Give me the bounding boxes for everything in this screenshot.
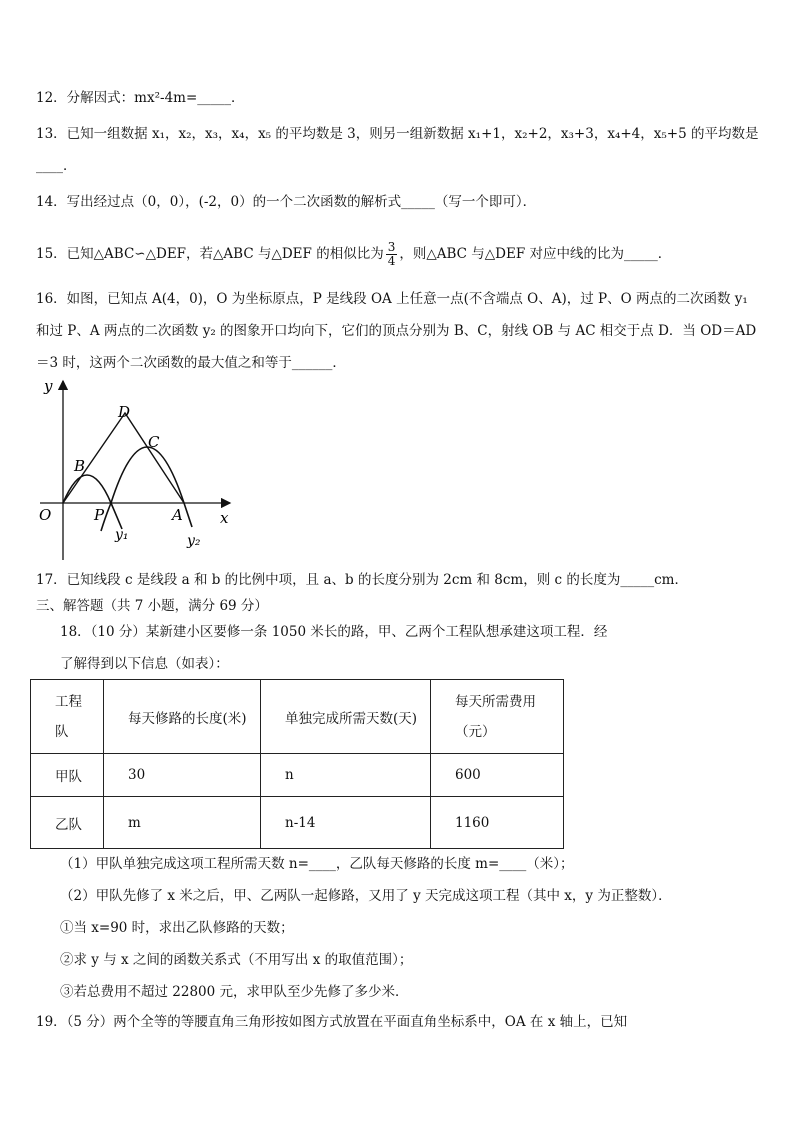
header-days: 单独完成所需天数(天) xyxy=(261,680,431,754)
cell-team: 甲队 xyxy=(31,754,104,797)
cell-days: n-14 xyxy=(261,797,431,849)
question-18-subpart3: ③若总费用不超过 22800 元，求甲队至少先修了多少米． xyxy=(60,984,409,1000)
label-C: C xyxy=(148,433,160,451)
header-cost-line1: 每天所需费用 xyxy=(455,693,536,710)
fraction-denominator: 4 xyxy=(387,254,396,268)
question-15 xyxy=(36,236,671,272)
question-16-line2: 和过 P、A 两点的二次函数 y₂ 的图象开口均向下，它们的顶点分别为 B、C，射线 OB 与 AC 相交于点 D．当 OD＝AD xyxy=(36,323,757,339)
question-16-figure xyxy=(30,375,240,570)
question-15-text-after: ，则△ABC 与△DEF 对应中线的比为_____． xyxy=(399,246,672,262)
label-D: D xyxy=(118,403,131,421)
question-19: 19．（5 分）两个全等的等腰直角三角形按如图方式放置在平面直角坐标系中，OA 在 x 轴上，已知 xyxy=(36,1014,628,1030)
info-table xyxy=(30,679,564,849)
cell-cost: 600 xyxy=(431,754,564,797)
cell-cost: 1160 xyxy=(431,797,564,849)
label-x: x xyxy=(220,509,229,527)
cell-length: m xyxy=(104,797,261,849)
fraction-numerator: 3 xyxy=(387,240,396,254)
question-18-part2: （2）甲队先修了 x 米之后，甲、乙两队一起修路，又用了 y 天完成这项工程（其中 x，y 为正整数）． xyxy=(60,888,672,904)
question-18-line1: 18．（10 分）某新建小区要修一条 1050 米长的路，甲、乙两个工程队想承建这项工程．经 xyxy=(60,624,608,640)
label-y1: y₁ xyxy=(115,527,129,543)
label-A: A xyxy=(172,506,183,524)
label-P: P xyxy=(94,506,105,524)
question-18-subpart2: ②求 y 与 x 之间的函数关系式（不用写出 x 的取值范围）； xyxy=(60,952,413,968)
header-length: 每天修路的长度(米) xyxy=(104,680,261,754)
question-13-line1: 13．已知一组数据 x₁，x₂，x₃，x₄，x₅ 的平均数是 3，则另一组新数据 x₁+1，x₂+2，x₃+3，x₄+4，x₅+5 的平均数是 xyxy=(36,126,759,142)
table-header-row xyxy=(31,680,564,754)
header-team-line1: 工程 xyxy=(55,693,82,710)
header-cost xyxy=(431,680,564,754)
question-12: 12．分解因式：mx²-4m=_____． xyxy=(36,90,245,106)
fraction-3-4 xyxy=(386,241,398,268)
label-y: y xyxy=(44,377,53,395)
cell-length: 30 xyxy=(104,754,261,797)
question-15-text-before: 15．已知△ABC∽△DEF，若△ABC 与△DEF 的相似比为 xyxy=(36,246,384,262)
question-18-part1: （1）甲队单独完成这项工程所需天数 n=____，乙队每天修路的长度 m=____（米）； xyxy=(60,856,574,872)
cell-team: 乙队 xyxy=(31,797,104,849)
header-cost-line2: （元） xyxy=(455,723,496,740)
label-O: O xyxy=(39,506,52,524)
cell-days: n xyxy=(261,754,431,797)
label-B: B xyxy=(74,457,86,475)
table-row xyxy=(31,797,564,849)
table-row xyxy=(31,754,564,797)
label-y2: y₂ xyxy=(187,533,201,549)
question-18-line2: 了解得到以下信息（如表）： xyxy=(60,656,229,672)
question-16-line3: ＝3 时，这两个二次函数的最大值之和等于______． xyxy=(36,355,346,371)
question-14: 14．写出经过点（0，0），(-2，0）的一个二次函数的解析式_____（写一个即可）． xyxy=(36,194,537,210)
header-team xyxy=(31,680,104,754)
question-17: 17．已知线段 c 是线段 a 和 b 的比例中项，且 a、b 的长度分别为 2cm 和 8cm，则 c 的长度为_____cm． xyxy=(36,572,688,588)
question-16-line1: 16．如图，已知点 A(4，0)，O 为坐标原点，P 是线段 OA 上任意一点(不含端点 O、A)，过 P、O 两点的二次函数 y₁ xyxy=(36,291,748,307)
section-heading: 三、解答题（共 7 小题，满分 69 分） xyxy=(36,598,268,614)
parabola-y1 xyxy=(63,475,122,529)
header-team-line2: 队 xyxy=(55,723,69,740)
question-18-subpart1: ①当 x=90 时，求出乙队修路的天数； xyxy=(60,920,294,936)
question-13-line2: ____． xyxy=(36,158,77,174)
